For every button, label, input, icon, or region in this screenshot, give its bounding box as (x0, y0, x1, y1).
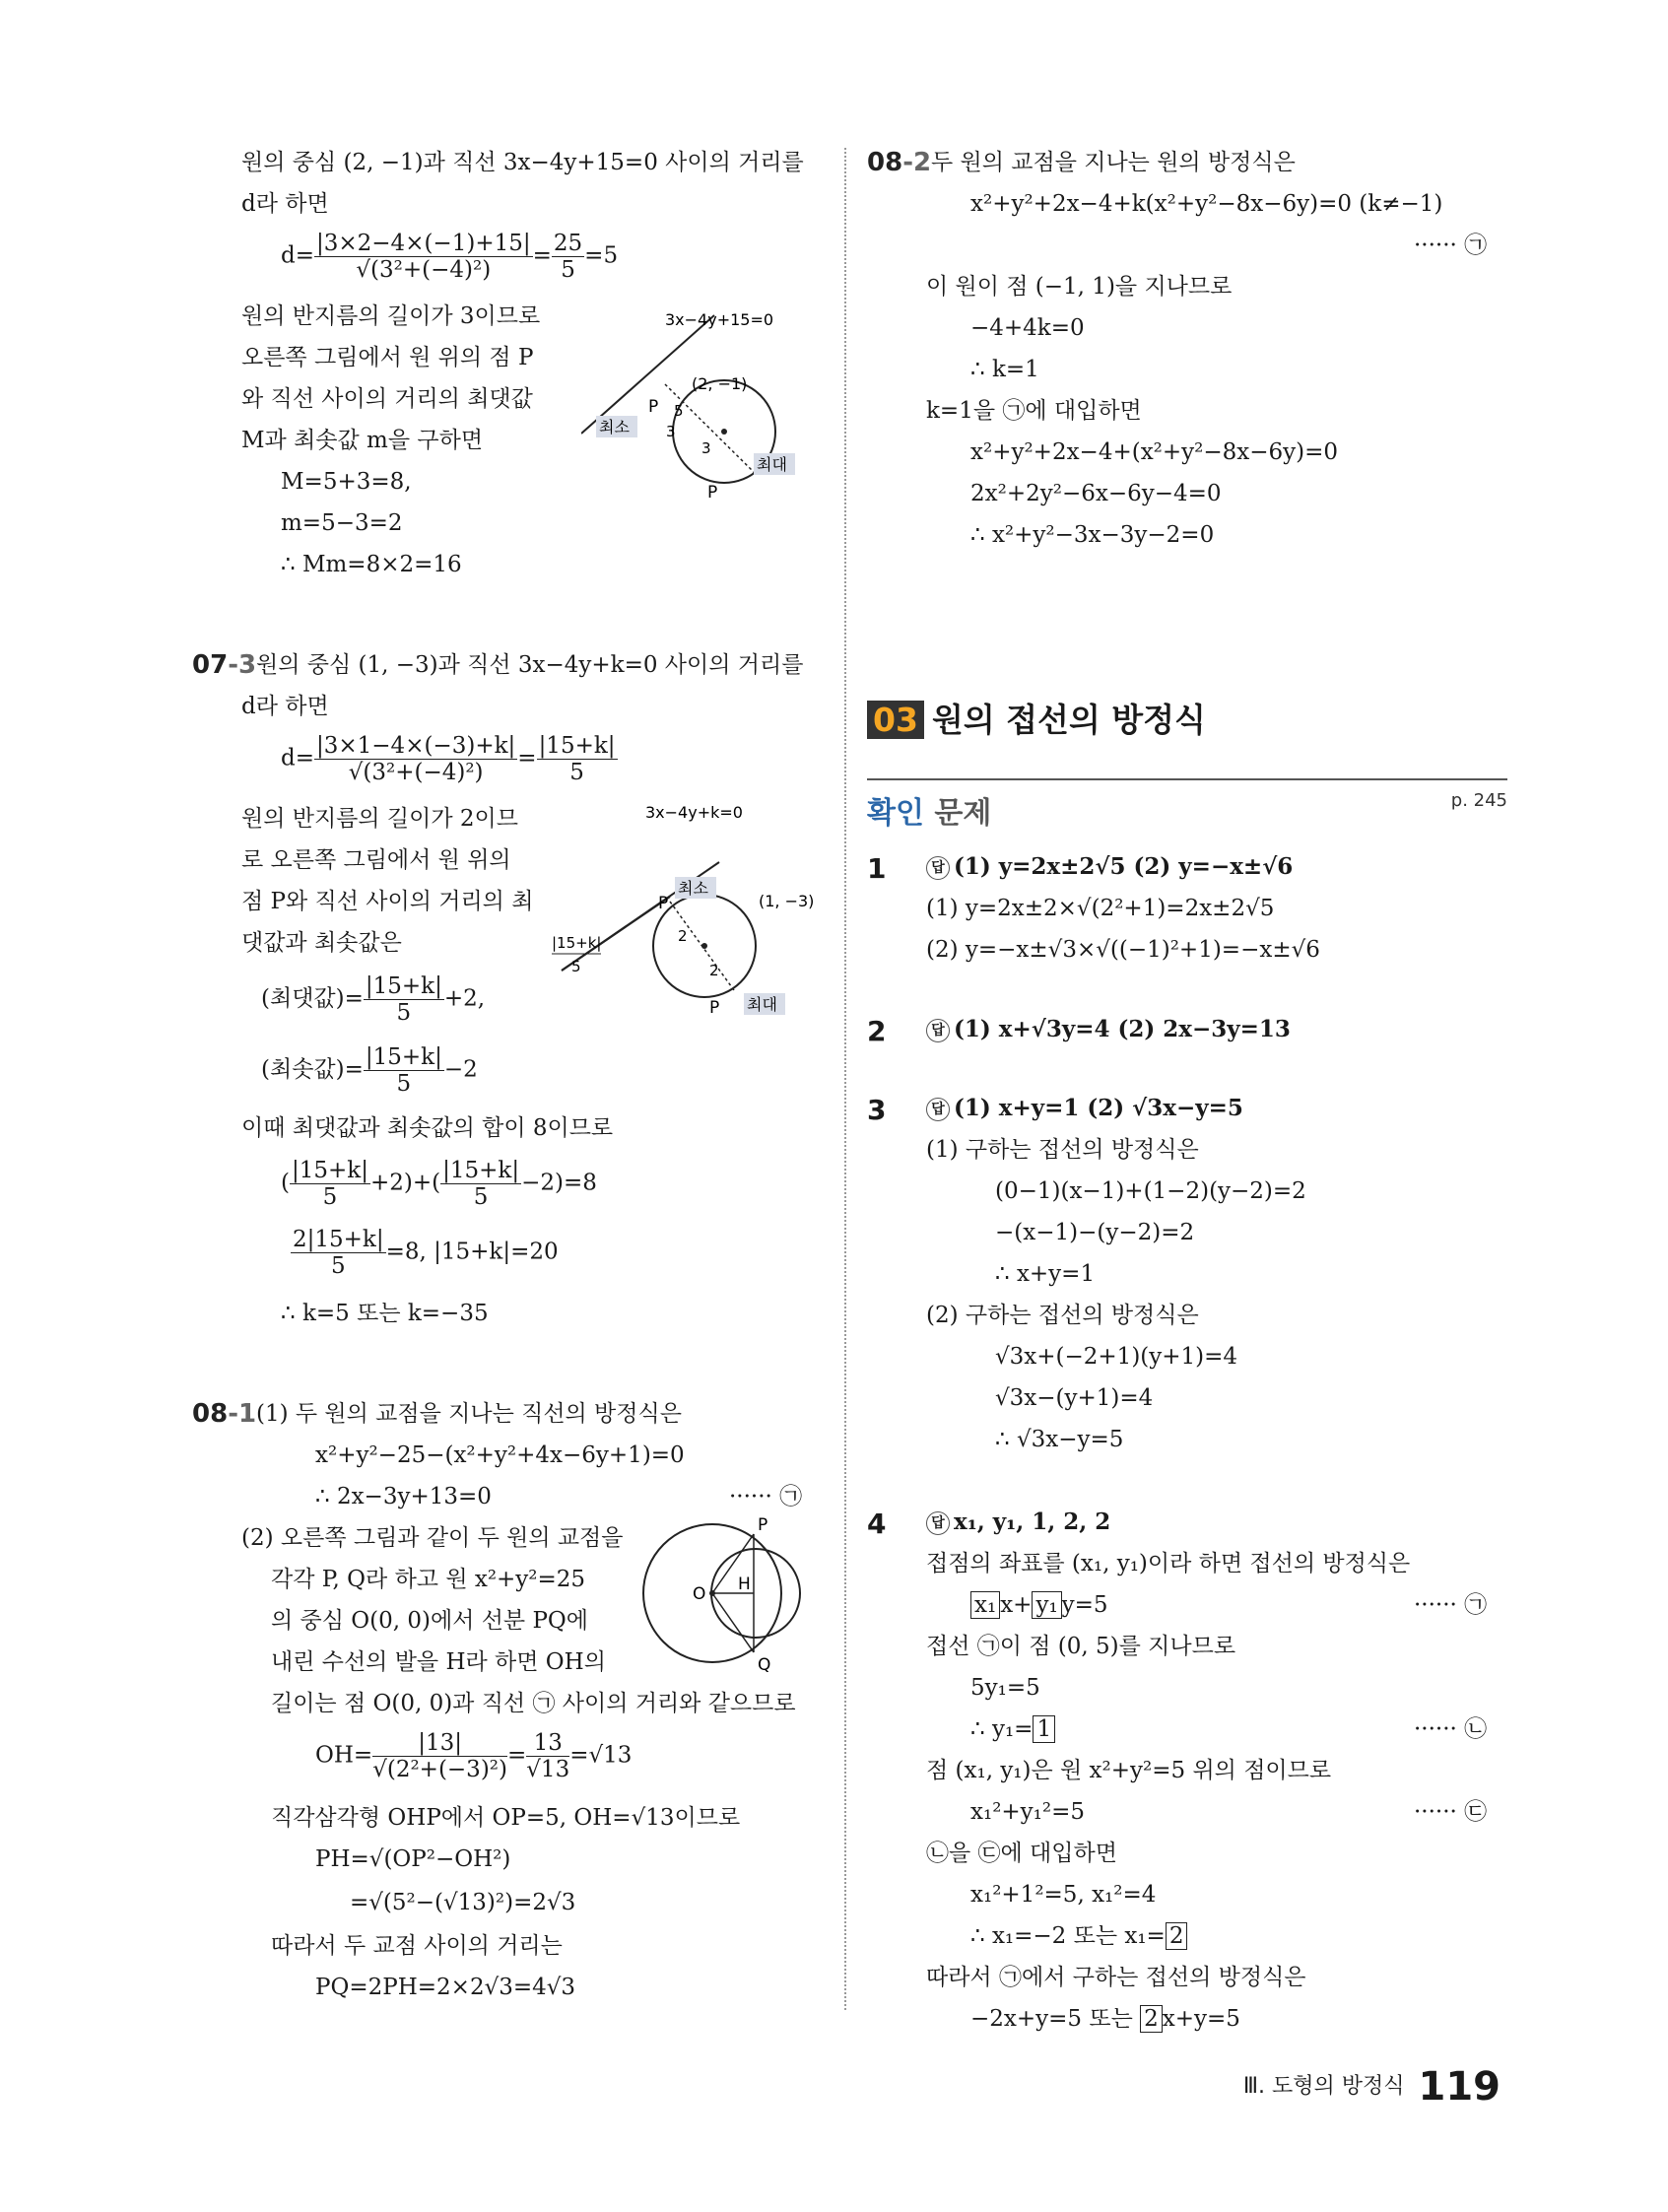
fig-center-label: (2, −1) (692, 374, 748, 393)
answer-line: 답 x₁, y₁, 1, 2, 2 (926, 1508, 1110, 1537)
formula: x₁ x+ y₁ y=5 (970, 1590, 1108, 1620)
text-line: x²+y²+2x−4+k(x²+y²−8x−6y)=0 (k≠−1) (970, 191, 1443, 217)
fig-max-label: 최대 (757, 455, 787, 474)
fig-max-label: 최대 (747, 995, 777, 1014)
figure-circle-tangent-1 (581, 305, 823, 522)
fig-center-label: (1, −3) (759, 892, 815, 910)
text-line: −4+4k=0 (970, 315, 1085, 341)
text-line: 따라서 ㉠에서 구하는 접선의 방정식은 (926, 1965, 1306, 1990)
equation-tag: ······ ㉠ (1414, 1592, 1488, 1618)
text-line: 원의 반지름의 길이가 2이므 (241, 806, 518, 832)
text-line: (1) 구하는 접선의 방정식은 (926, 1137, 1199, 1163)
text-line: (2) 오른쪽 그림과 같이 두 원의 교점을 (241, 1525, 624, 1551)
equation-tag: ······ ㉠ (1414, 233, 1488, 258)
answer-box: 2 (1166, 1922, 1188, 1950)
text-line: 따라서 두 교점 사이의 거리는 (271, 1933, 563, 1959)
question-number: 1 (867, 852, 887, 885)
text-line: 접선 ㉠이 점 (0, 5)를 지나므로 (926, 1634, 1236, 1659)
text-line: ∴ √3x−y=5 (995, 1427, 1124, 1452)
formula: ( $\frac{|15+k|}{5}$ +2)+( $\frac{|15+k|}{5}$ −2)=8 (281, 1158, 597, 1210)
text-line: 이때 최댓값과 최솟값의 합이 8이므로 (241, 1115, 614, 1141)
fig-line-label: 3x−4y+k=0 (645, 803, 743, 822)
text-line: 점 (x₁, y₁)은 원 x²+y²=5 위의 점이므로 (926, 1758, 1332, 1783)
text-line: 의 중심 O(0, 0)에서 선분 PQ에 (271, 1608, 589, 1634)
problem-code: 08-2 (867, 148, 932, 177)
formula: $\frac{2|15+k|}{5}$ =8, |15+k|=20 (293, 1227, 559, 1279)
fig-min-label: 최소 (678, 879, 708, 898)
fig-point-p: P (758, 1515, 768, 1535)
fig-radius-label: 3 (666, 423, 676, 440)
text-line: 댓값과 최솟값은 (241, 930, 402, 956)
text-line: 점 P와 직선 사이의 거리의 최 (241, 889, 534, 914)
text-line: d라 하면 (241, 191, 329, 217)
text-line: 원의 반지름의 길이가 3이므로 (241, 303, 541, 329)
fig-point-o: O (693, 1584, 706, 1604)
page-footer (1243, 2064, 1501, 2110)
equation-tag: ······ ㉠ (729, 1484, 803, 1509)
answer-badge: 답 (926, 1019, 950, 1042)
answer-badge: 답 (926, 856, 950, 880)
formula: (최댓값)= $\frac{|15+k|}{5}$ +2, (261, 973, 486, 1026)
text-line: ∴ k=1 (970, 357, 1039, 382)
fig-point-p: P (658, 894, 669, 913)
page-number: 119 (1418, 2064, 1501, 2110)
text-line: −(x−1)−(y−2)=2 (995, 1220, 1195, 1245)
text-line: (2) 구하는 접선의 방정식은 (926, 1303, 1199, 1328)
text-line: √3x−(y+1)=4 (995, 1385, 1154, 1411)
fig-point-h: H (738, 1575, 751, 1594)
fig-radius-label: 2 (678, 927, 688, 945)
answer-line: 답 (1) x+√3y=4 (2) 2x−3y=13 (926, 1015, 1291, 1044)
text-line: 원의 중심 (2, −1)과 직선 3x−4y+15=0 사이의 거리를 (241, 150, 804, 175)
text-line: =√(5²−(√13)²)=2√3 (350, 1890, 576, 1915)
text-line: x²+y²−25−(x²+y²+4x−6y+1)=0 (315, 1442, 685, 1468)
answer-line: 답 (1) y=2x±2√5 (2) y=−x±√6 (926, 852, 1293, 882)
answer-box: 1 (1033, 1715, 1055, 1743)
text-line: 2x²+2y²−6x−6y−4=0 (970, 481, 1222, 506)
text-line: M=5+3=8, (281, 469, 412, 495)
section-title: 03 원의 접선의 방정식 (867, 695, 1206, 741)
figure-circle-tangent-2 (552, 798, 828, 1015)
question-number: 4 (867, 1508, 887, 1540)
answer-line: 답 (1) x+y=1 (2) √3x−y=5 (926, 1094, 1243, 1123)
answer-box: x₁ (970, 1591, 1000, 1619)
problem-code: 08-1 (192, 1399, 257, 1429)
formula: ∴ x₁=−2 또는 x₁= 2 (970, 1921, 1187, 1951)
page-reference: p. 245 (1450, 790, 1507, 811)
text-line: 길이는 점 O(0, 0)과 직선 ㉠ 사이의 거리와 같으므로 (271, 1691, 796, 1716)
text-line: (1) 두 원의 교점을 지나는 직선의 방정식은 (256, 1401, 682, 1427)
fig-min-label: 최소 (599, 418, 630, 436)
fig-radius-label: 3 (701, 439, 711, 457)
text-line: ∴ 2x−3y+13=0 (315, 1484, 492, 1509)
formula: (최솟값)= $\frac{|15+k|}{5}$ −2 (261, 1044, 478, 1097)
text-line: 두 원의 교점을 지나는 원의 방정식은 (931, 150, 1296, 175)
chapter-label: Ⅲ. 도형의 방정식 (1242, 2074, 1405, 2099)
text-line: ∴ x²+y²−3x−3y−2=0 (970, 522, 1215, 548)
text-line: 원의 중심 (1, −3)과 직선 3x−4y+k=0 사이의 거리를 (256, 652, 804, 678)
problem-code: 07-3 (192, 650, 257, 680)
formula: d= $\frac{|3\times 1-4\times(-3)+k|}{\text{√(3²+(−4)²)}}$ = $\frac{|15+k|}{5}$ (281, 733, 616, 785)
formula: OH= $\frac{|13|}{\text{√(2²+(−3)²)}}$ = $\frac{13}{√13}$ =√13 (315, 1730, 633, 1782)
fig-point-p: P (709, 998, 720, 1015)
text-line: x²+y²+2x−4+(x²+y²−8x−6y)=0 (970, 439, 1339, 465)
text-line: 와 직선 사이의 거리의 최댓값 (241, 386, 533, 412)
fig-dist-label: |15+k| (552, 934, 602, 952)
fig-point-q: Q (758, 1655, 771, 1675)
text-line: 접점의 좌표를 (x₁, y₁)이라 하면 접선의 방정식은 (926, 1551, 1411, 1576)
text-line: m=5−3=2 (281, 510, 403, 536)
equation-tag: ······ ㉡ (1414, 1716, 1488, 1742)
text-line: k=1을 ㉠에 대입하면 (926, 398, 1142, 424)
question-number: 3 (867, 1094, 887, 1126)
answer-box: y₁ (1032, 1591, 1061, 1619)
text-line: 이 원이 점 (−1, 1)을 지나므로 (926, 274, 1233, 300)
text-line: 로 오른쪽 그림에서 원 위의 (241, 847, 511, 873)
answer-badge: 답 (926, 1511, 950, 1535)
fig-radius-label: 2 (709, 962, 719, 979)
figure-two-circles (635, 1512, 823, 1680)
fig-dist-label: 5 (571, 958, 581, 975)
answer-badge: 답 (926, 1098, 950, 1121)
text-line: ∴ k=5 또는 k=−35 (281, 1301, 489, 1326)
text-line: 5y₁=5 (970, 1675, 1040, 1701)
fig-point-p: P (648, 397, 659, 417)
fig-point-p: P (707, 483, 718, 503)
question-number: 2 (867, 1015, 887, 1047)
text-line: ㉡을 ㉢에 대입하면 (926, 1841, 1117, 1866)
text-line: (0−1)(x−1)+(1−2)(y−2)=2 (995, 1178, 1306, 1204)
text-line: (2) y=−x±√3×√((−1)²+1)=−x±√6 (926, 937, 1320, 963)
text-line: x₁²+y₁²=5 (970, 1799, 1086, 1825)
formula: ∴ y₁= 1 (970, 1714, 1055, 1744)
text-line: 각각 P, Q라 하고 원 x²+y²=25 (271, 1567, 586, 1592)
text-line: M과 최솟값 m을 구하면 (241, 428, 484, 453)
text-line: PQ=2PH=2×2√3=4√3 (315, 1975, 576, 2000)
text-line: 내린 수선의 발을 H라 하면 OH의 (271, 1649, 606, 1675)
fig-line-label: 3x−4y+15=0 (665, 310, 774, 329)
text-line: 직각삼각형 OHP에서 OP=5, OH=√13이므로 (271, 1805, 741, 1831)
text-line: x₁²+1²=5, x₁²=4 (970, 1882, 1157, 1908)
text-line: PH=√(OP²−OH²) (315, 1846, 511, 1872)
formula: −2x+y=5 또는 2 x+y=5 (970, 2006, 1240, 2032)
column-divider (844, 148, 846, 2010)
text-line: ∴ Mm=8×2=16 (281, 552, 462, 577)
text-line: ∴ x+y=1 (995, 1261, 1096, 1287)
equation-tag: ······ ㉢ (1414, 1799, 1488, 1825)
text-line: d라 하면 (241, 694, 329, 719)
fig-dist-label: 5 (674, 402, 684, 420)
check-problems-heading: 확인 문제 (867, 778, 1507, 832)
text-line: √3x+(−2+1)(y+1)=4 (995, 1344, 1238, 1370)
text-line: 오른쪽 그림에서 원 위의 점 P (241, 345, 534, 370)
answer-box: 2 (1140, 2005, 1163, 2033)
text-line: (1) y=2x±2×√(2²+1)=2x±2√5 (926, 896, 1275, 921)
formula: d= $\frac{|3\times 2-4\times(-1)+15|}{\text{√(3²+(−4)²)}}$ = $\frac{25}{5}$ =5 (281, 231, 619, 283)
